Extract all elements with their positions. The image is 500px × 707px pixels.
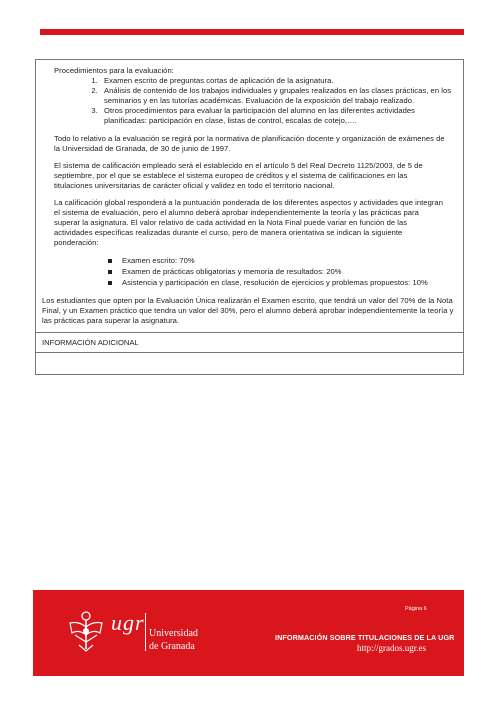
procedures-title: Procedimientos para la evaluación: xyxy=(54,66,174,75)
evaluation-cell xyxy=(36,60,463,332)
ugr-logo-text: ugr xyxy=(111,610,145,635)
evaluation-table xyxy=(35,59,464,375)
ugr-crest-icon xyxy=(67,609,105,653)
sistema-paragraph: El sistema de calificación empleado será el establecido en el artículo 5 del Real Decreto 1125/2003, de 5 de septiembre, por el que se establece el sistema europeo de créditos y el sistema de calificaciones en las titulaciones universitarias de carácter oficial y validez en todo el territorio nacional. xyxy=(54,161,423,190)
global-paragraph: La calificación global responderá a la puntuación ponderada de los diferentes aspectos y actividades que integran el sistema de evaluación, pero el alumno deberá aprobar independientemente la teoría y las prácticas para superar la asignatura. El valor relativo de cada actividad en la Nota Final puede variar en función de las actividades específicas realizadas durante el curso, pero de manera orientativa se indican la siguiente ponderación: xyxy=(54,198,443,247)
weights-list xyxy=(42,256,457,288)
procedure-item: 3. Otros procedimientos para evaluar la participación del alumno en las diferentes actividades planificadas: participación en clase, listas de control, escalas de cotejo,…. xyxy=(100,106,457,126)
evaluacion-unica-paragraph: Los estudiantes que opten por la Evaluación Única realizarán el Examen escrito, que tendrá un valor del 70% de la Nota Final, y un Examen práctico que tendra un valor del 30%, pero el alumno deberá aprobar independientemente la teoría y las prácticas para superar la asignatura. xyxy=(42,296,454,325)
normativa-paragraph: Todo lo relativo a la evaluación se regirá por la normativa de planificación docente y organización de exámenes de la Universidad de Granada, de 30 de junio de 1997. xyxy=(54,134,445,153)
procedure-item: 1. Examen escrito de preguntas cortas de aplicación de la asignatura. xyxy=(100,76,457,86)
page-number: Página 6 xyxy=(405,606,427,612)
header-red-bar xyxy=(40,29,464,35)
university-name xyxy=(149,627,198,653)
footer-banner xyxy=(33,590,464,676)
additional-info-content xyxy=(36,352,463,374)
procedures-list xyxy=(42,76,457,126)
info-titulaciones-title: INFORMACIÓN SOBRE TITULACIONES DE LA UGR xyxy=(275,633,455,642)
weight-item: Asistencia y participación en clase, resolución de ejercicios y problemas propuestos: 10% xyxy=(120,278,457,288)
weight-item: Examen escrito: 70% xyxy=(120,256,457,266)
procedure-item: 2. Análisis de contenido de los trabajos individuales y grupales realizados en las clases prácticas, en los seminarios y en las tutorías académicas. Evaluación de la exposición del trabajo realizado. xyxy=(100,86,457,106)
additional-info-heading: INFORMACIÓN ADICIONAL xyxy=(36,332,463,352)
university-name-line1: Universidad xyxy=(149,628,198,639)
weight-item: Examen de prácticas obligatorias y memoria de resultados: 20% xyxy=(120,267,457,277)
university-name-line2: de Granada xyxy=(149,641,195,652)
logo-divider xyxy=(145,613,146,651)
grados-url-link[interactable]: http://grados.ugr.es xyxy=(357,643,426,653)
